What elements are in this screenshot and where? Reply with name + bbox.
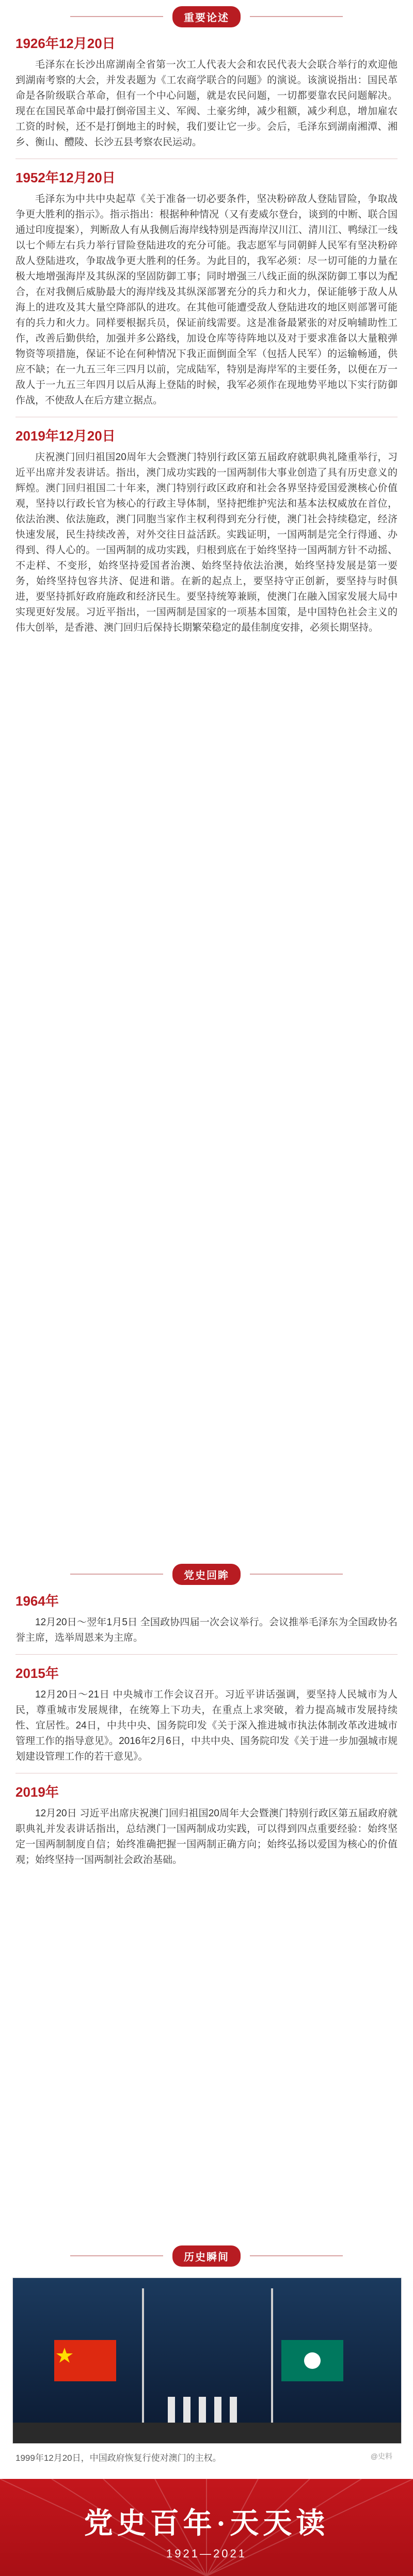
section-title-pill: 重要论述 [172, 6, 241, 27]
item-paragraph: 12月20日 习近平出席庆祝澳门回归祖国20周年大会暨澳门特别行政区第五届政府就职典礼并发表讲话指出，总结澳门一国两制成功实践，可以得到四点重要经验：始终坚定一国两制制度自信；始终准确把握一国两制正确方向；始终弘扬以爱国为核心的价值观；始终坚持一国两制社会政治基础。 [15, 1808, 398, 1865]
history-section [0, 1565, 413, 1873]
divider-line [250, 16, 343, 17]
photo-caption: 1999年12月20日，中国政府恢复行使对澳门的主权。 [15, 2453, 221, 2463]
history-section-title [0, 1565, 413, 1583]
moment-section [0, 2247, 413, 2265]
divider-line [70, 1574, 163, 1575]
divider-line [250, 1574, 343, 1575]
item-date: 1952年12月20日 [15, 170, 116, 185]
flag-raising-illustration [13, 2278, 401, 2443]
important-section [0, 7, 413, 641]
history-item-2 [0, 1663, 413, 1765]
watermark: @史料 [370, 2452, 392, 2460]
footer-banner [0, 2479, 413, 2576]
divider-line [70, 16, 163, 17]
item-paragraph: 12月20日～21日 中央城市工作会议召开。习近平讲话强调，要坚持人民城市为人民，尊重城市发展规律，在统筹上下功夫，在重点上求突破，着力提高城市发展持续性、宜居性。24日，中共中央、国务院印发《关于深入推进城市执法体制改革改进城市管理工作的指导意见》。2016年2月6日，中共中央、国务院印发《关于进一步加强城市规划建设管理工作的若干意见》。 [15, 1689, 398, 1762]
important-section-title [0, 7, 413, 26]
item-date: 1926年12月20日 [15, 36, 116, 51]
important-item-1 [0, 33, 413, 150]
historical-photo [12, 2277, 402, 2444]
section-title-pill: 历史瞬间 [172, 2245, 241, 2267]
history-item-1 [0, 1591, 413, 1646]
section-title-pill: 党史回眸 [172, 1564, 241, 1585]
banner-title: 党史百年·天天读 [84, 2508, 329, 2540]
item-date: 2019年 [15, 1784, 59, 1800]
item-paragraph: 毛泽东在长沙出席湖南全省第一次工人代表大会和农民代表大会联合举行的欢迎他到湖南考察的大会，并发表题为《工农商学联合的问题》的演说。该演说指出：国民革命是各阶级联合革命，但有一个中心问题，就是农民问题，一切都要靠农民问题解决。现在在国民革命中最打倒帝国主义、军阀、土豪劣绅，减少租额，减少利息，增加雇农工资的时候，还不是打倒地主的时候，我们要让它一步。会后，毛泽东到湖南湘潭、湘乡、衡山、醴陵、长沙五县考察农民运动。 [15, 59, 398, 148]
divider-line [70, 2255, 163, 2256]
item-paragraph: 庆祝澳门回归祖国20周年大会暨澳门特别行政区第五届政府就职典礼隆重举行，习近平出席并发表讲话。指出，澳门成功实践的一国两制伟大事业创造了具有历史意义的辉煌。澳门回归祖国二十年来，澳门特别行政区政府和社会各界坚持爱国爱澳核心价值观，坚持以行政长官为核心的行政主导体制，坚持把维护宪法和基本法权威放在首位，依法治澳、依法施政，澳门同胞当家作主权利得到充分行使，澳门社会持续稳定，经济快速发展，民生持续改善，对外交往日益活跃。实践证明，一国两制是完全行得通、办得到、得人心的。一国两制的成功实践，归根到底在于始终坚持一国两制方针不动摇、不走样、不变形，始终坚持爱国者治澳、始终坚持依法治澳，始终坚持发展是第一要务，始终坚持包容共济、促进和谐。在新的起点上，要坚持守正创新，要坚持与时俱进，要坚持抓好政府施政和经济民生。要坚持统筹兼顾，使澳门在融入国家发展大局中实现更好发展。习近平指出，一国两制是国家的一项基本国策，是中国特色社会主义的伟大创举，是香港、澳门回归后保持长期繁荣稳定的最佳制度安排，必须长期坚持。 [15, 452, 398, 633]
important-item-3 [0, 426, 413, 636]
item-date: 1964年 [15, 1593, 59, 1609]
item-paragraph: 毛泽东为中共中央起草《关于准备一切必要条件，坚决粉碎敌人登陆冒险，争取战争更大胜利的指示》。指示指出：根据种种情况（又有麦威尔登台，谈到的中断、联合国通过印度提案），判断敌人有从我侧后海岸线特别是西海岸汉川江、清川江、鸭绿江一线以七个师左右兵力举行冒险登陆进攻的充分可能。我志愿军与同朝鲜人民军有坚决粉碎敌人登陆进攻，争取战争更大胜利的任务。为此目的，我军必须：尽一切可能的力量在极大地增强海岸及其纵深的坚固防御工事；同时增强三八线正面的纵深防御工事以为配合，在对我侧后威胁最大的海岸线及其纵深部署充分的兵力和火力，保证能够于敌人从海上的进攻及其大量空降部队的进攻。在其他可能遭受敌人登陆进攻的地区则部署可能有的兵力和火力。同样要根据兵员，保证前线需要。这是准备最紧张的对反响辅助性工作，改善后勤供给，加强并多公路线，加设仓库等待阵地以及对于要求准备以大量粮弹物资等项措施，保证不论在何种情况下我正面倒面全军（包括人民军）的运输畅通，供应不缺；在一九五三年三四月以前，完成陆军，特别是海岸军的主要任务，以便在万一敌人于一九五三年四月以后从海上登陆的时候，我军必须作在现地势平地以下实行防御作战，不使敌人在后方建立据点。 [15, 194, 398, 406]
banner-years: 1921—2021 [166, 2547, 247, 2560]
important-item-2 [0, 167, 413, 409]
item-date: 2019年12月20日 [15, 428, 116, 444]
moment-section-title [0, 2247, 413, 2265]
history-item-3 [0, 1782, 413, 1868]
item-date: 2015年 [15, 1666, 59, 1681]
separator [15, 1654, 398, 1655]
item-paragraph: 12月20日～翌年1月5日 全国政协四届一次会议举行。会议推举毛泽东为全国政协名誉主席，选举周恩来为主席。 [15, 1617, 398, 1643]
divider-line [250, 2255, 343, 2256]
